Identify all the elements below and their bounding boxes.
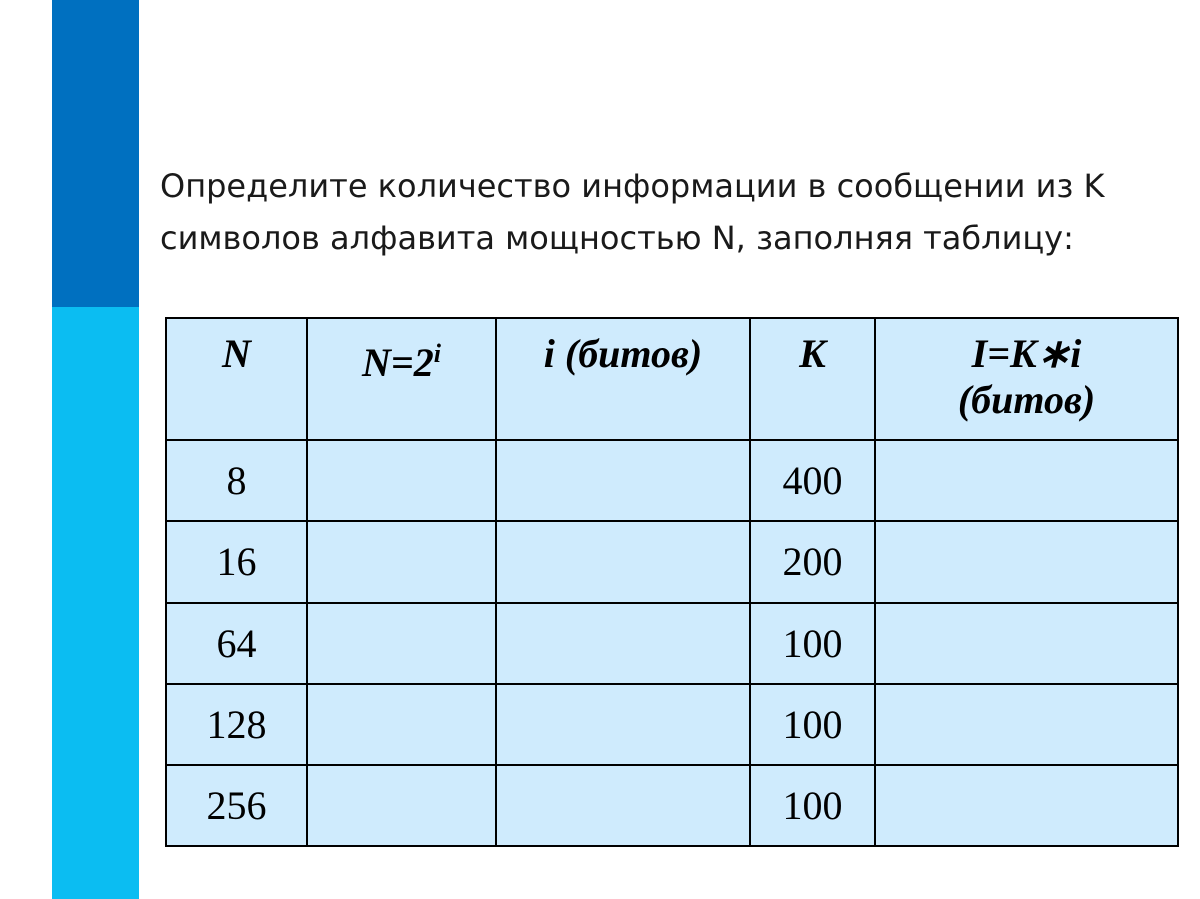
header-i-bits: i (битов) bbox=[496, 318, 750, 440]
table-row bbox=[166, 521, 1178, 602]
cell-k: 100 bbox=[750, 603, 875, 684]
cell-i-bits[interactable] bbox=[496, 521, 750, 602]
cell-n: 8 bbox=[166, 440, 307, 521]
table-row bbox=[166, 684, 1178, 765]
accent-bar-bottom bbox=[52, 307, 139, 899]
header-total-formula: I=K∗i bbox=[971, 331, 1082, 376]
cell-total[interactable] bbox=[875, 521, 1178, 602]
cell-i-bits[interactable] bbox=[496, 684, 750, 765]
header-n: N bbox=[166, 318, 307, 440]
cell-n: 64 bbox=[166, 603, 307, 684]
cell-i-bits[interactable] bbox=[496, 765, 750, 846]
header-total bbox=[875, 318, 1178, 440]
task-text: Определите количество информации в сообщении из K символов алфавита мощностью N, заполняя таблицу: bbox=[160, 167, 1105, 257]
cell-k: 200 bbox=[750, 521, 875, 602]
cell-i-bits[interactable] bbox=[496, 603, 750, 684]
header-power-exponent: i bbox=[433, 339, 441, 368]
header-k: K bbox=[750, 318, 875, 440]
cell-i-bits[interactable] bbox=[496, 440, 750, 521]
cell-total[interactable] bbox=[875, 603, 1178, 684]
table-row bbox=[166, 765, 1178, 846]
cell-power[interactable] bbox=[307, 684, 496, 765]
cell-total[interactable] bbox=[875, 684, 1178, 765]
cell-power[interactable] bbox=[307, 603, 496, 684]
cell-k: 100 bbox=[750, 765, 875, 846]
accent-bar-top bbox=[52, 0, 139, 307]
cell-power[interactable] bbox=[307, 521, 496, 602]
cell-power[interactable] bbox=[307, 765, 496, 846]
cell-power[interactable] bbox=[307, 440, 496, 521]
cell-n: 16 bbox=[166, 521, 307, 602]
header-power-base: N=2 bbox=[362, 340, 434, 385]
table-row bbox=[166, 603, 1178, 684]
header-total-unit: (битов) bbox=[957, 377, 1096, 422]
table-row bbox=[166, 440, 1178, 521]
cell-n: 128 bbox=[166, 684, 307, 765]
cell-n: 256 bbox=[166, 765, 307, 846]
header-power bbox=[307, 318, 496, 440]
cell-total[interactable] bbox=[875, 765, 1178, 846]
cell-k: 100 bbox=[750, 684, 875, 765]
cell-total[interactable] bbox=[875, 440, 1178, 521]
table-header-row bbox=[166, 318, 1178, 440]
information-table bbox=[165, 317, 1179, 847]
cell-k: 400 bbox=[750, 440, 875, 521]
